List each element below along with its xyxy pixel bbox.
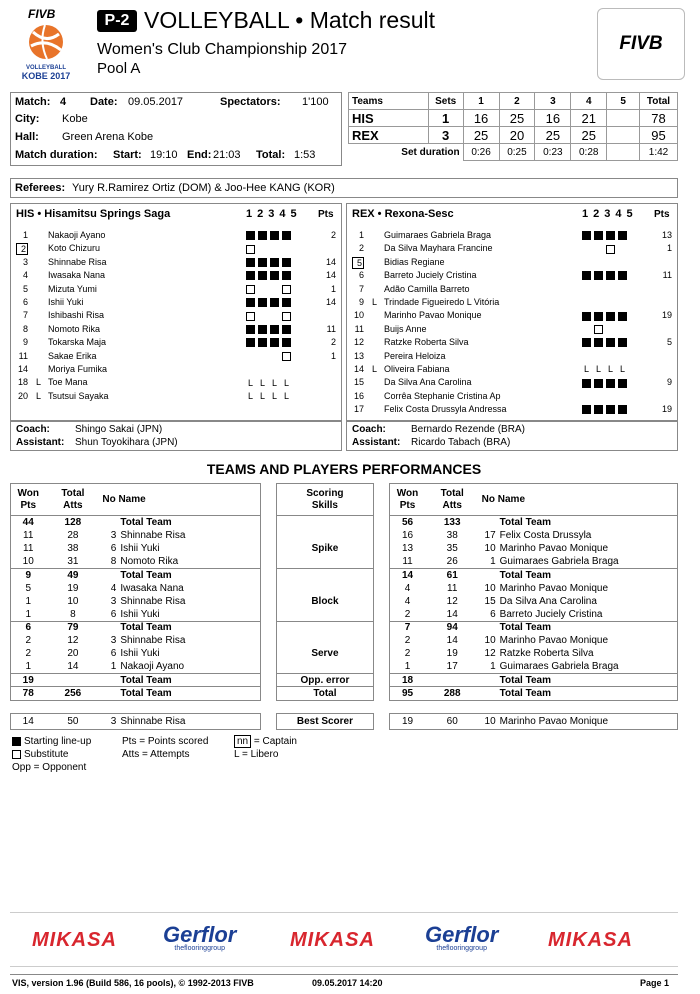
legend-atts: Atts = Attempts xyxy=(122,749,190,760)
player-row xyxy=(10,390,342,403)
perf-row: 11 38 6 Ishii Yuki Spike 13 35 10 Marinho Pavao Monique xyxy=(11,542,678,555)
starting-square-icon xyxy=(270,271,279,280)
player-row xyxy=(10,363,342,376)
volleyball-icon xyxy=(15,22,77,62)
player-row xyxy=(346,323,678,336)
perf-row: 44 128 Total Team 56 133 Total Team xyxy=(11,516,678,529)
libero-marker: L xyxy=(271,390,277,401)
player-name: Marinho Pavao Monique xyxy=(384,310,482,321)
sponsor-gerflor-1: Gerflor theflooringgroup xyxy=(163,922,237,952)
starting-square-icon xyxy=(246,271,255,280)
best-scorer-row: 14 50 3 Shinnabe Risa Best Scorer 19 60 10 Marinho Pavao Monique xyxy=(11,713,678,729)
player-row xyxy=(346,350,678,363)
team-rex-set-headers: 12345 xyxy=(582,208,638,220)
player-points: 2 xyxy=(330,337,336,348)
substitute-square-icon xyxy=(282,312,291,321)
perf-row: 11 28 3 Shinnabe Risa 16 38 17 Felix Costa Drussyla xyxy=(11,529,678,542)
starting-square-icon xyxy=(582,379,591,388)
referees-label: Referees: xyxy=(15,182,66,194)
footer-version: VIS, version 1.96 (Build 586, 16 pools), © 1992-2013 FIVB xyxy=(12,978,254,988)
libero-marker: L xyxy=(259,390,265,401)
performance-title: TEAMS AND PLAYERS PERFORMANCES xyxy=(206,461,482,477)
starting-square-icon xyxy=(12,737,21,746)
starting-square-icon xyxy=(582,271,591,280)
perf-row: 1 8 6 Ishii Yuki 2 14 6 Barreto Juciely Cristina xyxy=(11,608,678,621)
libero-marker: L xyxy=(607,364,613,375)
starting-square-icon xyxy=(606,312,615,321)
legend-pts: Pts = Points scored xyxy=(122,736,209,747)
player-row xyxy=(346,229,678,242)
player-points: 14 xyxy=(325,297,336,307)
player-number: 20 xyxy=(17,390,28,401)
player-row xyxy=(10,256,342,269)
starting-square-icon xyxy=(618,379,627,388)
player-number: 1 xyxy=(358,230,364,240)
perf-row: 10 31 8 Nomoto Rika 11 26 1 Guimaraes Gabriela Braga xyxy=(11,555,678,568)
player-points: 19 xyxy=(661,310,672,321)
player-number: 5 xyxy=(22,283,28,294)
player-sets xyxy=(582,376,642,389)
player-sets xyxy=(582,296,642,309)
player-name: Moriya Fumika xyxy=(48,364,108,374)
starting-square-icon xyxy=(282,258,291,267)
starting-square-icon xyxy=(246,325,255,334)
libero-flag: L xyxy=(372,364,378,374)
footer-page: Page 1 xyxy=(640,978,670,988)
perf-header-row: Won Pts Total Atts No Name Scoring Skills Won Pts Total Atts No Name xyxy=(11,484,678,516)
sets-table xyxy=(348,92,678,161)
player-name: Iwasaka Nana xyxy=(48,270,106,281)
report-code-badge: P-2 xyxy=(97,10,137,32)
substitute-square-icon xyxy=(12,750,21,759)
perf-row: 19 Total Team Opp. error 18 Total Team xyxy=(11,674,678,687)
starting-square-icon xyxy=(606,379,615,388)
event-logo: VOLLEYBALL KOBE 2017 xyxy=(15,22,77,80)
player-sets xyxy=(246,363,306,376)
spectators-count: 1'100 xyxy=(302,96,329,108)
player-points: 9 xyxy=(666,377,672,388)
libero-marker: L xyxy=(595,364,601,375)
player-sets xyxy=(246,269,306,282)
sponsor-gerflor-2: Gerflor theflooringgroup xyxy=(425,922,499,952)
player-row xyxy=(10,323,342,336)
starting-square-icon xyxy=(582,338,591,347)
end-time: 21:03 xyxy=(213,149,241,161)
libero-marker: L xyxy=(247,377,253,388)
player-number: 11 xyxy=(18,350,28,361)
sponsor-mikasa-2: MIKASA xyxy=(290,929,375,951)
team-his-title: HIS • Hisamitsu Springs Saga xyxy=(16,208,171,220)
player-row xyxy=(10,283,342,296)
player-sets xyxy=(582,242,642,255)
substitute-square-icon xyxy=(606,245,615,254)
player-number: 2 xyxy=(358,243,364,254)
player-sets xyxy=(246,256,306,269)
player-name: Corrêa Stephanie Cristina Ap xyxy=(384,390,501,401)
player-name: Da Silva Mayhara Francine xyxy=(384,243,493,254)
starting-square-icon xyxy=(282,338,291,347)
player-points: 1 xyxy=(666,243,672,254)
player-sets xyxy=(246,350,306,363)
substitute-square-icon xyxy=(594,325,603,334)
hall-label: Hall: xyxy=(15,131,39,143)
substitute-square-icon xyxy=(282,285,291,294)
starting-square-icon xyxy=(594,231,603,240)
player-row xyxy=(346,283,678,296)
starting-square-icon xyxy=(270,338,279,347)
coach-rex-label: Coach: xyxy=(352,424,386,435)
player-sets xyxy=(246,323,306,336)
player-row xyxy=(346,403,678,416)
player-sets xyxy=(246,390,306,403)
team-his-roster xyxy=(10,229,342,409)
starting-square-icon xyxy=(606,271,615,280)
sponsor-mikasa-1: MIKASA xyxy=(32,929,117,951)
player-name: Sakae Erika xyxy=(48,350,97,361)
player-name: Buijs Anne xyxy=(384,323,427,334)
championship-title: Women's Club Championship 2017 xyxy=(97,41,348,58)
player-number: 6 xyxy=(358,270,364,281)
player-sets xyxy=(582,269,642,282)
player-name: Mizuta Yumi xyxy=(48,283,97,294)
starting-square-icon xyxy=(582,231,591,240)
player-sets xyxy=(246,376,306,389)
substitute-square-icon xyxy=(282,352,291,361)
player-sets xyxy=(246,242,306,255)
starting-square-icon xyxy=(606,405,615,414)
player-row xyxy=(346,309,678,322)
player-number: 13 xyxy=(353,350,364,361)
player-name: Toe Mana xyxy=(48,377,88,388)
starting-square-icon xyxy=(258,271,267,280)
starting-square-icon xyxy=(606,231,615,240)
player-name: Tsutsui Sayaka xyxy=(48,390,109,401)
perf-row: 1 14 1 Nakaoji Ayano 1 17 1 Guimaraes Gabriela Braga xyxy=(11,661,678,674)
player-sets xyxy=(582,283,642,296)
perf-row: 2 12 3 Shinnabe Risa 2 14 10 Marinho Pavao Monique xyxy=(11,634,678,647)
start-time: 19:10 xyxy=(150,149,178,161)
referees-value: Yury R.Ramirez Ortiz (DOM) & Joo-Hee KANG (KOR) xyxy=(72,182,335,194)
starting-square-icon xyxy=(594,312,603,321)
player-points: 5 xyxy=(666,337,672,348)
player-number: 10 xyxy=(353,310,364,321)
player-row xyxy=(346,390,678,403)
perf-row: 5 19 4 Iwasaka Nana 4 11 10 Marinho Pavao Monique xyxy=(11,581,678,594)
legend-libero: L = Libero xyxy=(234,749,279,760)
starting-square-icon xyxy=(246,298,255,307)
player-number: 12 xyxy=(353,337,364,348)
libero-flag: L xyxy=(372,297,378,307)
player-name: Koto Chizuru xyxy=(48,243,101,254)
player-sets xyxy=(246,296,306,309)
player-number: 4 xyxy=(22,270,28,281)
player-name: Adão Camilla Barreto xyxy=(384,283,470,294)
starting-square-icon xyxy=(246,231,255,240)
team-rex-roster xyxy=(346,229,678,419)
libero-marker: L xyxy=(271,377,277,388)
team-rex-title: REX • Rexona-Sesc xyxy=(352,208,454,220)
player-number: 17 xyxy=(353,404,364,415)
legend-substitute: Substitute xyxy=(12,748,91,761)
starting-square-icon xyxy=(258,338,267,347)
player-name: Shinnabe Risa xyxy=(48,256,107,267)
player-number: 3 xyxy=(22,256,28,267)
player-name: Ratzke Roberta Silva xyxy=(384,337,469,348)
player-sets xyxy=(246,283,306,296)
player-sets xyxy=(582,309,642,322)
player-number: 15 xyxy=(353,377,364,388)
sets-header-row: Teams Sets 1 2 3 4 5 Total xyxy=(349,93,678,110)
player-row xyxy=(346,296,678,309)
player-row xyxy=(10,269,342,282)
player-name: Trindade Figueiredo L Vitória xyxy=(384,297,500,307)
match-date: 09.05.2017 xyxy=(128,96,184,108)
player-name: Bidias Regiane xyxy=(384,256,445,267)
player-points: 1 xyxy=(330,283,336,294)
page-title: VOLLEYBALL • Match result xyxy=(144,7,436,33)
starting-square-icon xyxy=(594,405,603,414)
match-label: Match: xyxy=(15,96,51,108)
player-number: 8 xyxy=(22,323,28,334)
substitute-square-icon xyxy=(246,285,255,294)
assistant-rex-label: Assistant: xyxy=(352,437,401,448)
libero-marker: L xyxy=(247,390,253,401)
player-name: Ishii Yuki xyxy=(48,297,84,307)
starting-square-icon xyxy=(618,271,627,280)
libero-marker: L xyxy=(283,390,289,401)
assistant-his: Shun Toyokihara (JPN) xyxy=(75,437,178,448)
spectators-label: Spectators: xyxy=(220,96,281,108)
player-points: 11 xyxy=(662,270,672,281)
starting-square-icon xyxy=(282,325,291,334)
player-sets xyxy=(582,363,642,376)
starting-square-icon xyxy=(618,231,627,240)
player-number: 6 xyxy=(22,297,28,307)
duration-label: Match duration: xyxy=(15,149,98,161)
player-sets xyxy=(582,336,642,349)
starting-square-icon xyxy=(594,338,603,347)
starting-square-icon xyxy=(282,231,291,240)
player-name: Nakaoji Ayano xyxy=(48,230,106,240)
team-rex-pts-header: Pts xyxy=(654,209,670,220)
player-points: 2 xyxy=(330,230,336,240)
player-name: Pereira Heloiza xyxy=(384,350,446,361)
starting-square-icon xyxy=(582,312,591,321)
player-row xyxy=(10,296,342,309)
perf-row: 6 79 Total Team 7 94 Total Team xyxy=(11,621,678,634)
libero-marker: L xyxy=(583,364,589,375)
libero-flag: L xyxy=(36,377,42,388)
sponsor-mikasa-3: MIKASA xyxy=(548,929,633,951)
total-time: 1:53 xyxy=(294,149,316,161)
hall-value: Green Arena Kobe xyxy=(62,131,154,143)
player-points: 19 xyxy=(661,404,672,415)
legend-opp: Opp = Opponent xyxy=(12,762,87,773)
assistant-rex: Ricardo Tabach (BRA) xyxy=(411,437,511,448)
player-number: 14 xyxy=(17,364,28,374)
player-points: 13 xyxy=(661,230,672,240)
player-name: Tokarska Maja xyxy=(48,337,107,348)
substitute-square-icon xyxy=(246,245,255,254)
player-number: 11 xyxy=(354,323,364,334)
sets-row-his: HIS 1 16 25 16 21 78 xyxy=(349,110,678,127)
team-his-pts-header: Pts xyxy=(318,209,334,220)
player-name: Ishibashi Risa xyxy=(48,310,105,321)
player-row xyxy=(10,376,342,389)
player-sets xyxy=(582,256,642,269)
date-label: Date: xyxy=(90,96,118,108)
starting-square-icon xyxy=(282,298,291,307)
player-row xyxy=(10,309,342,322)
player-name: Guimaraes Gabriela Braga xyxy=(384,230,492,240)
coach-his: Shingo Sakai (JPN) xyxy=(75,424,163,435)
city-value: Kobe xyxy=(62,113,88,125)
assistant-his-label: Assistant: xyxy=(16,437,65,448)
player-number: 18 xyxy=(17,377,28,388)
player-row xyxy=(10,350,342,363)
player-row xyxy=(346,363,678,376)
player-name: Oliveira Fabiana xyxy=(384,364,450,374)
end-label: End: xyxy=(187,149,212,161)
player-sets xyxy=(246,309,306,322)
starting-square-icon xyxy=(270,258,279,267)
sets-row-rex: REX 3 25 20 25 25 95 xyxy=(349,127,678,144)
fivb-logo-right: FIVB xyxy=(597,8,685,80)
substitute-square-icon xyxy=(246,312,255,321)
starting-square-icon xyxy=(270,231,279,240)
starting-square-icon xyxy=(618,312,627,321)
set-duration-row: Set duration 0:26 0:25 0:23 0:28 1:42 xyxy=(349,144,678,161)
coach-rex: Bernardo Rezende (BRA) xyxy=(411,424,525,435)
captain-box-icon: nn xyxy=(234,735,251,748)
player-sets xyxy=(582,350,642,363)
starting-square-icon xyxy=(258,231,267,240)
player-row xyxy=(346,256,678,269)
player-row xyxy=(10,242,342,255)
fivb-logo-left: FIVB xyxy=(28,7,56,21)
legend-starting: Starting line-up xyxy=(12,735,91,748)
perf-row: 2 20 6 Ishii Yuki Serve 2 19 12 Ratzke Roberta Silva xyxy=(11,647,678,660)
team-his-set-headers: 12345 xyxy=(246,208,302,220)
player-row xyxy=(346,269,678,282)
perf-row: 1 10 3 Shinnabe Risa Block 4 12 15 Da Silva Ana Carolina xyxy=(11,595,678,608)
start-label: Start: xyxy=(113,149,142,161)
player-row xyxy=(346,242,678,255)
legend-abbrev xyxy=(122,735,208,761)
player-points: 11 xyxy=(326,323,336,334)
starting-square-icon xyxy=(258,258,267,267)
perf-row: 78 256 Total Team Total 95 288 Total Team xyxy=(11,687,678,700)
player-number: 7 xyxy=(22,310,28,321)
player-name: Barreto Juciely Cristina xyxy=(384,270,477,281)
legend-roles xyxy=(234,735,297,761)
starting-square-icon xyxy=(246,338,255,347)
player-row xyxy=(346,336,678,349)
pool-label: Pool A xyxy=(97,60,141,77)
total-label: Total: xyxy=(256,149,286,161)
starting-square-icon xyxy=(594,379,603,388)
city-label: City: xyxy=(15,113,40,125)
player-name: Felix Costa Drussyla Andressa xyxy=(384,404,507,415)
libero-marker: L xyxy=(619,364,625,375)
player-row xyxy=(346,376,678,389)
starting-square-icon xyxy=(618,405,627,414)
player-name: Nomoto Rika xyxy=(48,323,101,334)
footer-date: 09.05.2017 14:20 xyxy=(312,978,383,988)
legend xyxy=(12,735,91,774)
player-sets xyxy=(582,229,642,242)
player-points: 1 xyxy=(330,350,336,361)
player-sets xyxy=(246,229,306,242)
player-row xyxy=(10,229,342,242)
perf-row: 9 49 Total Team 14 61 Total Team xyxy=(11,568,678,581)
performance-table xyxy=(10,483,678,730)
legend-captain: nn = Captain xyxy=(234,735,297,748)
player-number: 16 xyxy=(353,390,364,401)
coach-his-label: Coach: xyxy=(16,424,50,435)
player-name: Da Silva Ana Carolina xyxy=(384,377,472,388)
player-sets xyxy=(582,390,642,403)
starting-square-icon xyxy=(282,271,291,280)
player-number: 5 xyxy=(352,257,364,269)
player-number: 9 xyxy=(22,337,28,348)
player-sets xyxy=(582,323,642,336)
player-row xyxy=(10,336,342,349)
player-number: 1 xyxy=(22,230,28,240)
starting-square-icon xyxy=(270,298,279,307)
starting-square-icon xyxy=(258,325,267,334)
player-points: 14 xyxy=(325,256,336,267)
player-sets xyxy=(246,336,306,349)
match-number: 4 xyxy=(60,96,67,108)
libero-marker: L xyxy=(259,377,265,388)
player-number: 9 xyxy=(358,297,364,307)
starting-square-icon xyxy=(594,271,603,280)
player-number: 2 xyxy=(16,243,28,255)
starting-square-icon xyxy=(618,338,627,347)
footer-divider xyxy=(10,974,678,975)
player-number: 7 xyxy=(358,283,364,294)
starting-square-icon xyxy=(246,258,255,267)
starting-square-icon xyxy=(258,298,267,307)
starting-square-icon xyxy=(270,325,279,334)
player-points: 14 xyxy=(325,270,336,281)
libero-flag: L xyxy=(36,390,42,401)
libero-marker: L xyxy=(283,377,289,388)
player-number: 14 xyxy=(353,364,364,374)
player-sets xyxy=(582,403,642,416)
starting-square-icon xyxy=(582,405,591,414)
starting-square-icon xyxy=(606,338,615,347)
